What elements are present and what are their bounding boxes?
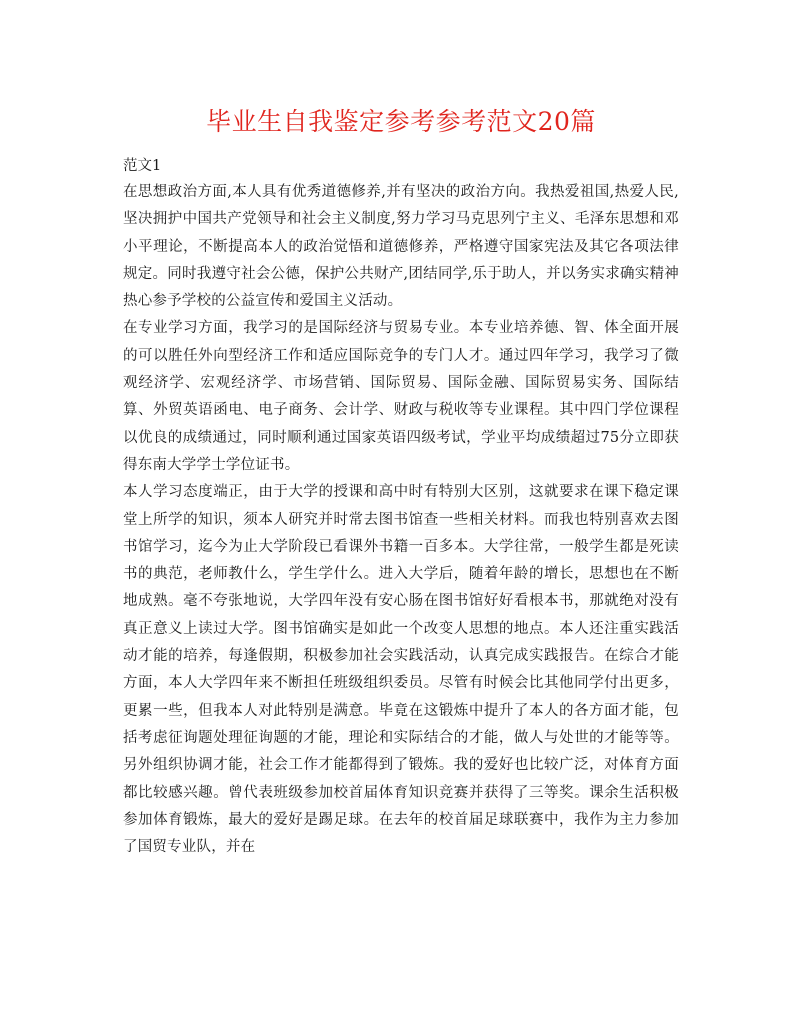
document-title: 毕业生自我鉴定参考参考范文20篇	[206, 107, 596, 136]
paragraph-study: 在专业学习方面，我学习的是国际经济与贸易专业。本专业培养德、智、体全面开展的可以胜任外向型经济工作和适应国际竞争的专门人才。通过四年学习，我学习了微观经济学、宏观经济学、市场营销、国际贸易、国际金融、国际贸易实务、国际结算、外贸英语函电、电子商务、会计学、财政与税收等专业课程。其中四门学位课程以优良的成绩通过，同时顺利通过国家英语四级考试，学业平均成绩超过75分立即获得东南大学学士学位证书。	[123, 320, 679, 473]
paragraph-attitude: 本人学习态度端正，由于大学的授课和高中时有特别大区别，这就要求在课下稳定课堂上所学的知识，须本人研究并时常去图书馆查一些相关材料。而我也特别喜欢去图书馆学习，迄今为止大学阶段已看课外书籍一百多本。大学往常，一般学生都是死读书的典范，老师教什么，学生学什么。进入大学后，随着年龄的增长，思想也在不断地成熟。毫不夸张地说，大学四年没有安心肠在图书馆好好看根本书，那就绝对没有真正意义上读过大学。图书馆确实是如此一个改变人思想的地点。本人还注重实践活动才能的培养，每逢假期，积极参加社会实践活动，认真完成实践报告。在综合才能方面，本人大学四年来不断担任班级组织委员。尽管有时候会比其他同学付出更多，更累一些，但我本人对此特别是满意。毕竟在这锻炼中提升了本人的各方面才能，包括考虑征询题处理征询题的才能，理论和实际结合的才能，做人与处世的才能等等。另外组织协调才能，社会工作才能都得到了锻炼。我的爱好也比较广泛，对体育方面都比较感兴趣。曾代表班级参加校首届体育知识竞赛并获得了三等奖。课余生活积极参加体育锻炼，最大的爱好是踢足球。在去年的校首届足球联赛中，我作为主力参加了国贸专业队，并在	[123, 484, 679, 856]
document-page	[123, 105, 679, 861]
paragraph-politics: 在思想政治方面,本人具有优秀道德修养,并有坚决的政治方向。我热爱祖国,热爱人民,坚决拥护中国共产党领导和社会主义制度,努力学习马克思列宁主义、毛泽东思想和邓小平理论，不断提高本人的政治觉悟和道德修养，严格遵守国家宪法及其它各项法律规定。同时我遵守社会公德，保护公共财产,团结同学,乐于助人，并以务实求确实精神热心参予学校的公益宣传和爱国主义活动。	[123, 184, 679, 310]
section-label: 范文1	[123, 158, 162, 174]
